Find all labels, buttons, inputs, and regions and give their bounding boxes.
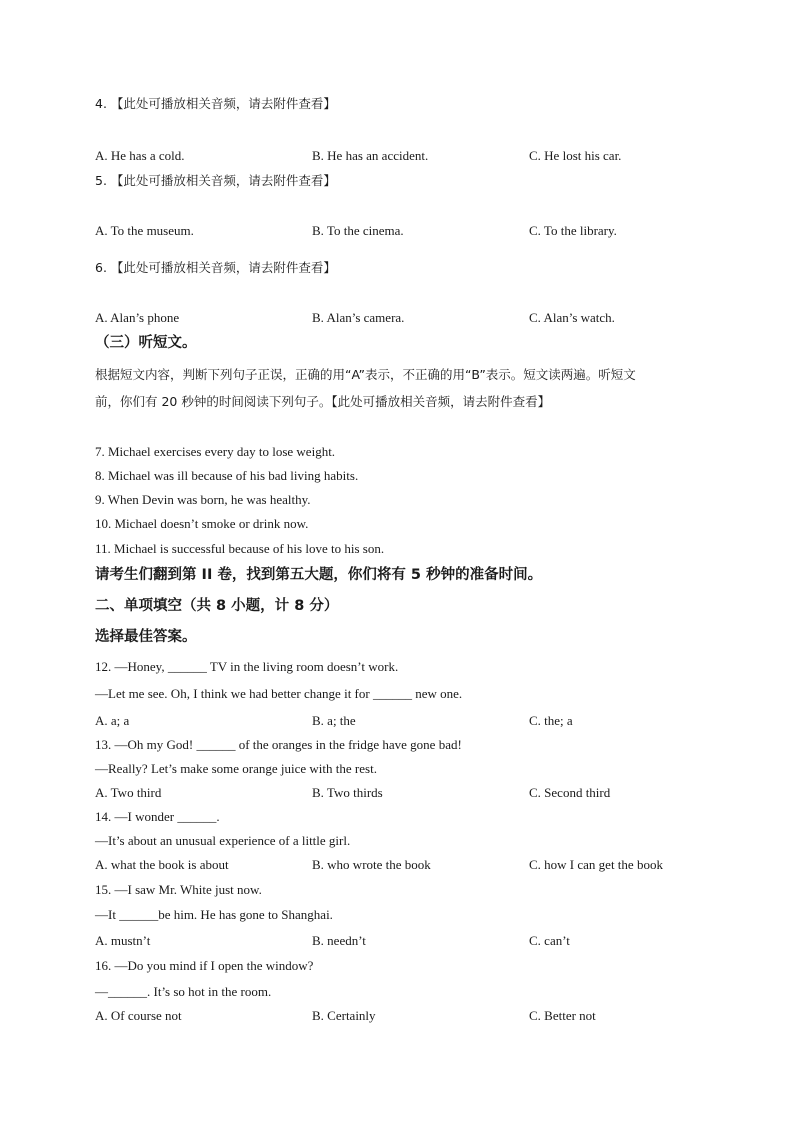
- q16-option-c: C. Better not: [529, 1008, 596, 1023]
- section-3-instruction-line2: 前，你们有 20 秒钟的时间阅读下列句子。【此处可播放相关音频，请去附件查看】: [95, 394, 551, 409]
- q15-line2: —It ______be him. He has gone to Shanghai.: [95, 907, 333, 922]
- q15-line1: 15. —I saw Mr. White just now.: [95, 882, 262, 897]
- q6-option-c: C. Alan’s watch.: [529, 310, 615, 325]
- q5-option-a: A. To the museum.: [95, 223, 194, 238]
- section-3-instruction-line1: 根据短文内容，判断下列句子正误，正确的用“A”表示，不正确的用“B”表示。短文读两遍。听短文: [95, 367, 636, 382]
- q13-option-a: A. Two third: [95, 785, 162, 800]
- statement-8: 8. Michael was ill because of his bad living habits.: [95, 468, 359, 483]
- q15-option-a: A. mustn’t: [95, 933, 151, 948]
- q5-option-c: C. To the library.: [529, 223, 617, 238]
- q6-option-a: A. Alan’s phone: [95, 310, 180, 325]
- q4-option-a: A. He has a cold.: [95, 148, 185, 163]
- statement-9: 9. When Devin was born, he was healthy.: [95, 492, 311, 507]
- q5-option-b: B. To the cinema.: [312, 223, 404, 238]
- turn-notice: 请考生们翻到第 II 卷，找到第五大题，你们将有 5 秒钟的准备时间。: [95, 567, 543, 583]
- question-5: 5. 【此处可播放相关音频，请去附件查看】: [95, 173, 336, 188]
- q4-option-c: C. He lost his car.: [529, 148, 622, 163]
- q12-line1: 12. —Honey, ______ TV in the living room doesn’t work.: [95, 659, 399, 674]
- question-6: 6. 【此处可播放相关音频，请去附件查看】: [95, 260, 336, 275]
- q16-line2: —______. It’s so hot in the room.: [95, 984, 272, 999]
- q14-option-c: C. how I can get the book: [529, 857, 663, 872]
- section-two-title: 二、单项填空（共 8 小题，计 8 分）: [95, 598, 339, 614]
- q14-line1: 14. —I wonder ______.: [95, 809, 220, 824]
- q13-option-b: B. Two thirds: [312, 785, 383, 800]
- q16-line1: 16. —Do you mind if I open the window?: [95, 958, 314, 973]
- q12-option-b: B. a; the: [312, 713, 356, 728]
- q15-option-c: C. can’t: [529, 933, 570, 948]
- q12-line2: —Let me see. Oh, I think we had better change it for ______ new one.: [95, 686, 463, 701]
- q13-line2: —Really? Let’s make some orange juice with the rest.: [95, 761, 377, 776]
- q14-option-a: A. what the book is about: [95, 857, 229, 872]
- q14-line2: —It’s about an unusual experience of a little girl.: [95, 833, 351, 848]
- q13-line1: 13. —Oh my God! ______ of the oranges in the fridge have gone bad!: [95, 737, 462, 752]
- section-3-title: （三）听短文。: [95, 335, 197, 351]
- q12-option-c: C. the; a: [529, 713, 573, 728]
- q16-option-b: B. Certainly: [312, 1008, 376, 1023]
- q13-option-c: C. Second third: [529, 785, 611, 800]
- section-two-instruction: 选择最佳答案。: [95, 629, 197, 645]
- question-4: 4. 【此处可播放相关音频，请去附件查看】: [95, 96, 336, 111]
- statement-10: 10. Michael doesn’t smoke or drink now.: [95, 516, 309, 531]
- q16-option-a: A. Of course not: [95, 1008, 182, 1023]
- q14-option-b: B. who wrote the book: [312, 857, 431, 872]
- q6-option-b: B. Alan’s camera.: [312, 310, 405, 325]
- q12-option-a: A. a; a: [95, 713, 130, 728]
- q15-option-b: B. needn’t: [312, 933, 366, 948]
- q4-option-b: B. He has an accident.: [312, 148, 429, 163]
- statement-7: 7. Michael exercises every day to lose weight.: [95, 444, 336, 459]
- statement-11: 11. Michael is successful because of his love to his son.: [95, 541, 385, 556]
